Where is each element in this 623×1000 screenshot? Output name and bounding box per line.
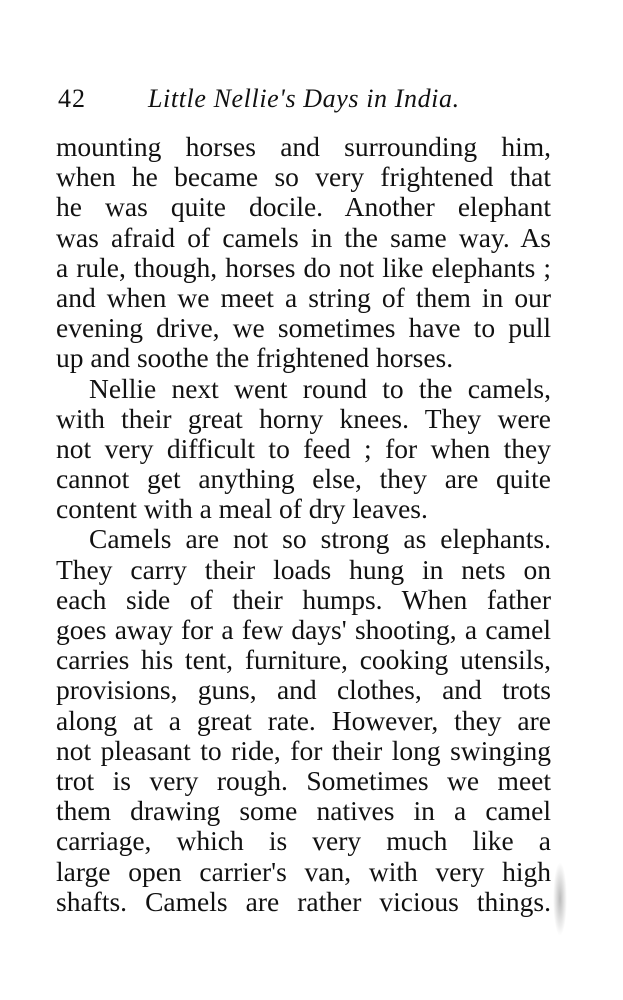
page-number: 42 bbox=[58, 84, 86, 113]
running-head bbox=[58, 84, 563, 120]
text-line: large open carrier's van, with very high bbox=[56, 855, 551, 887]
text-line: up and soothe the frightened horses. bbox=[56, 342, 454, 374]
text-line: a rule, though, horses do not like elephants ; bbox=[56, 251, 551, 283]
text-line: with their great horny knees. They were bbox=[56, 402, 551, 434]
text-line: evening drive, we sometimes have to pull bbox=[56, 312, 551, 344]
text-line: not very difficult to feed ; for when they bbox=[56, 432, 551, 464]
text-line: trot is very rough. Sometimes we meet bbox=[56, 764, 551, 796]
text-line: provisions, guns, and clothes, and trots bbox=[56, 674, 551, 706]
paragraph-first-line: Camels are not so strong as elephants. bbox=[89, 523, 551, 555]
text-line: each side of their humps. When father bbox=[56, 583, 551, 615]
text-line: mounting horses and surrounding him, bbox=[56, 131, 551, 162]
text-line: along at a great rate. However, they are bbox=[56, 704, 551, 736]
running-title: Little Nellie's Days in India. bbox=[148, 84, 460, 113]
text-line: and when we meet a string of them in our bbox=[56, 281, 551, 313]
text-line: carriage, which is very much like a bbox=[56, 825, 551, 857]
text-line: cannot get anything else, they are quite bbox=[56, 463, 551, 495]
text-line: he was quite docile. Another elephant bbox=[56, 191, 551, 223]
text-line: They carry their loads hung in nets on bbox=[56, 553, 551, 585]
text-line: was afraid of camels in the same way. As bbox=[56, 221, 551, 253]
text-line: not pleasant to ride, for their long swinging bbox=[56, 734, 551, 766]
paragraph-first-line: Nellie next went round to the camels, bbox=[89, 372, 551, 404]
print-smudge bbox=[553, 862, 567, 936]
text-line: shafts. Camels are rather vicious things. bbox=[56, 885, 551, 917]
text-line: content with a meal of dry leaves. bbox=[56, 493, 428, 525]
body-text bbox=[56, 132, 551, 917]
text-line: carries his tent, furniture, cooking utensils, bbox=[56, 644, 551, 676]
text-line: them drawing some natives in a camel bbox=[56, 795, 551, 827]
text-line: goes away for a few days' shooting, a camel bbox=[56, 614, 551, 645]
text-line: when he became so very frightened that bbox=[56, 161, 551, 193]
